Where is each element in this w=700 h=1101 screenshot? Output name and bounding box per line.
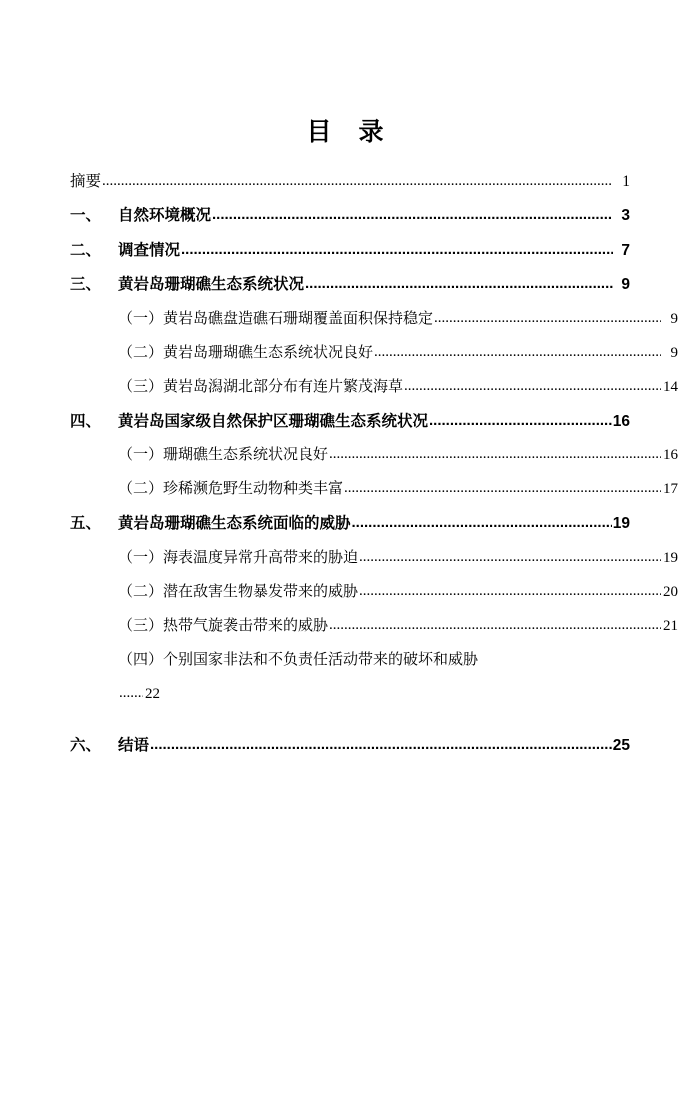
toc-leader-dots [212,207,613,222]
toc-entry-section-3-3[interactable] [70,380,678,395]
toc-entry-label: 黄岩岛珊瑚礁生态系统状况 [118,276,305,293]
toc-page-number: 19 [663,549,678,566]
toc-leader-dots [344,481,661,496]
toc-entry-label: （四）个别国家非法和不负责任活动带来的破坏和威胁 [118,651,479,668]
toc-leader-dots [181,242,613,257]
toc-entry-section-3-2[interactable] [70,346,678,361]
toc-page-number: 19 [612,515,630,532]
toc-leader-dots [329,618,661,633]
toc-leader-dots [102,174,613,189]
toc-page-number: 14 [663,378,678,395]
toc-page-number: 25 [612,736,630,754]
toc-entry-section-5-2[interactable] [70,585,678,600]
toc-entry-label: （三）黄岩岛潟湖北部分布有连片繁茂海草 [118,378,404,395]
toc-entry-section-3[interactable] [70,277,630,293]
toc-page-number: 17 [663,481,678,497]
toc-entry-section-2[interactable] [70,243,630,259]
toc-entry-section-5-4[interactable] [70,653,630,702]
toc-entry-label: （二）潜在敌害生物暴发带来的威胁 [118,583,359,600]
toc-page-number: 9 [670,310,678,327]
document-page [0,112,700,1101]
toc-entry-number: 五、 [70,515,102,532]
table-of-contents [70,173,678,754]
toc-entry-label: 摘要 [70,173,102,190]
toc-entry-label: （二）珍稀濒危野生动物种类丰富 [118,481,344,497]
toc-page-number: 21 [663,617,678,634]
toc-entry-label: 调查情况 [118,241,181,259]
toc-entry-section-4-2[interactable] [70,482,678,497]
toc-leader-dots [329,447,661,462]
toc-entry-section-3-1[interactable] [70,312,678,327]
toc-leader-dots [359,550,661,565]
toc-leader-dots [150,737,612,752]
toc-entry-label: （一）海表温度异常升高带来的胁迫 [118,549,359,566]
toc-entry-label: （二）黄岩岛珊瑚礁生态系统状况良好 [118,344,374,361]
toc-entry-label: 自然环境概况 [118,207,212,224]
toc-leader-dots [434,311,661,326]
toc-entry-number: 六、 [70,736,102,754]
toc-entry-number: 二、 [70,241,102,259]
toc-leader-dots [374,345,661,360]
toc-entry-section-5-3[interactable] [70,619,678,634]
toc-entry-section-4-1[interactable] [70,448,678,463]
toc-entry-number: 一、 [70,207,102,224]
toc-entry-label: （一）珊瑚礁生态系统状况良好 [118,447,329,463]
toc-entry-number: 四、 [70,412,102,430]
toc-entry-section-5-1[interactable] [70,551,678,566]
toc-entry-section-5[interactable] [70,516,630,532]
toc-entry-label: （三）热带气旋袭击带来的威胁 [118,617,329,634]
toc-page-number: 1 [622,173,630,190]
toc-leader-dots [359,584,661,599]
toc-entry-section-6[interactable] [70,738,630,754]
toc-leader-dots [119,686,143,701]
toc-page-number: 3 [621,207,630,224]
toc-leader-dots [404,379,661,394]
toc-page-number: 9 [621,276,630,293]
toc-page-number: 16 [663,447,678,463]
toc-page-number: 9 [670,344,678,361]
toc-entry-number: 三、 [70,276,102,293]
toc-entry-label: 黄岩岛珊瑚礁生态系统面临的威胁 [118,515,351,532]
toc-page-number: 7 [621,241,630,259]
toc-entry-label: 黄岩岛国家级自然保护区珊瑚礁生态系统状况 [118,412,429,430]
toc-page-number: 20 [663,583,678,600]
toc-page-number: 16 [612,412,630,430]
toc-page-number: 22 [145,685,160,702]
toc-entry-abstract[interactable] [70,174,630,190]
toc-entry-section-1[interactable] [70,208,630,224]
toc-entry-label: 结语 [118,736,150,754]
toc-leader-dots [305,276,613,291]
page-title: 目 录 [306,118,394,146]
toc-entry-label: （一）黄岩岛礁盘造礁石珊瑚覆盖面积保持稳定 [118,310,434,327]
toc-leader-dots [429,413,612,428]
toc-entry-section-4[interactable] [70,414,630,430]
toc-leader-dots [352,515,612,530]
